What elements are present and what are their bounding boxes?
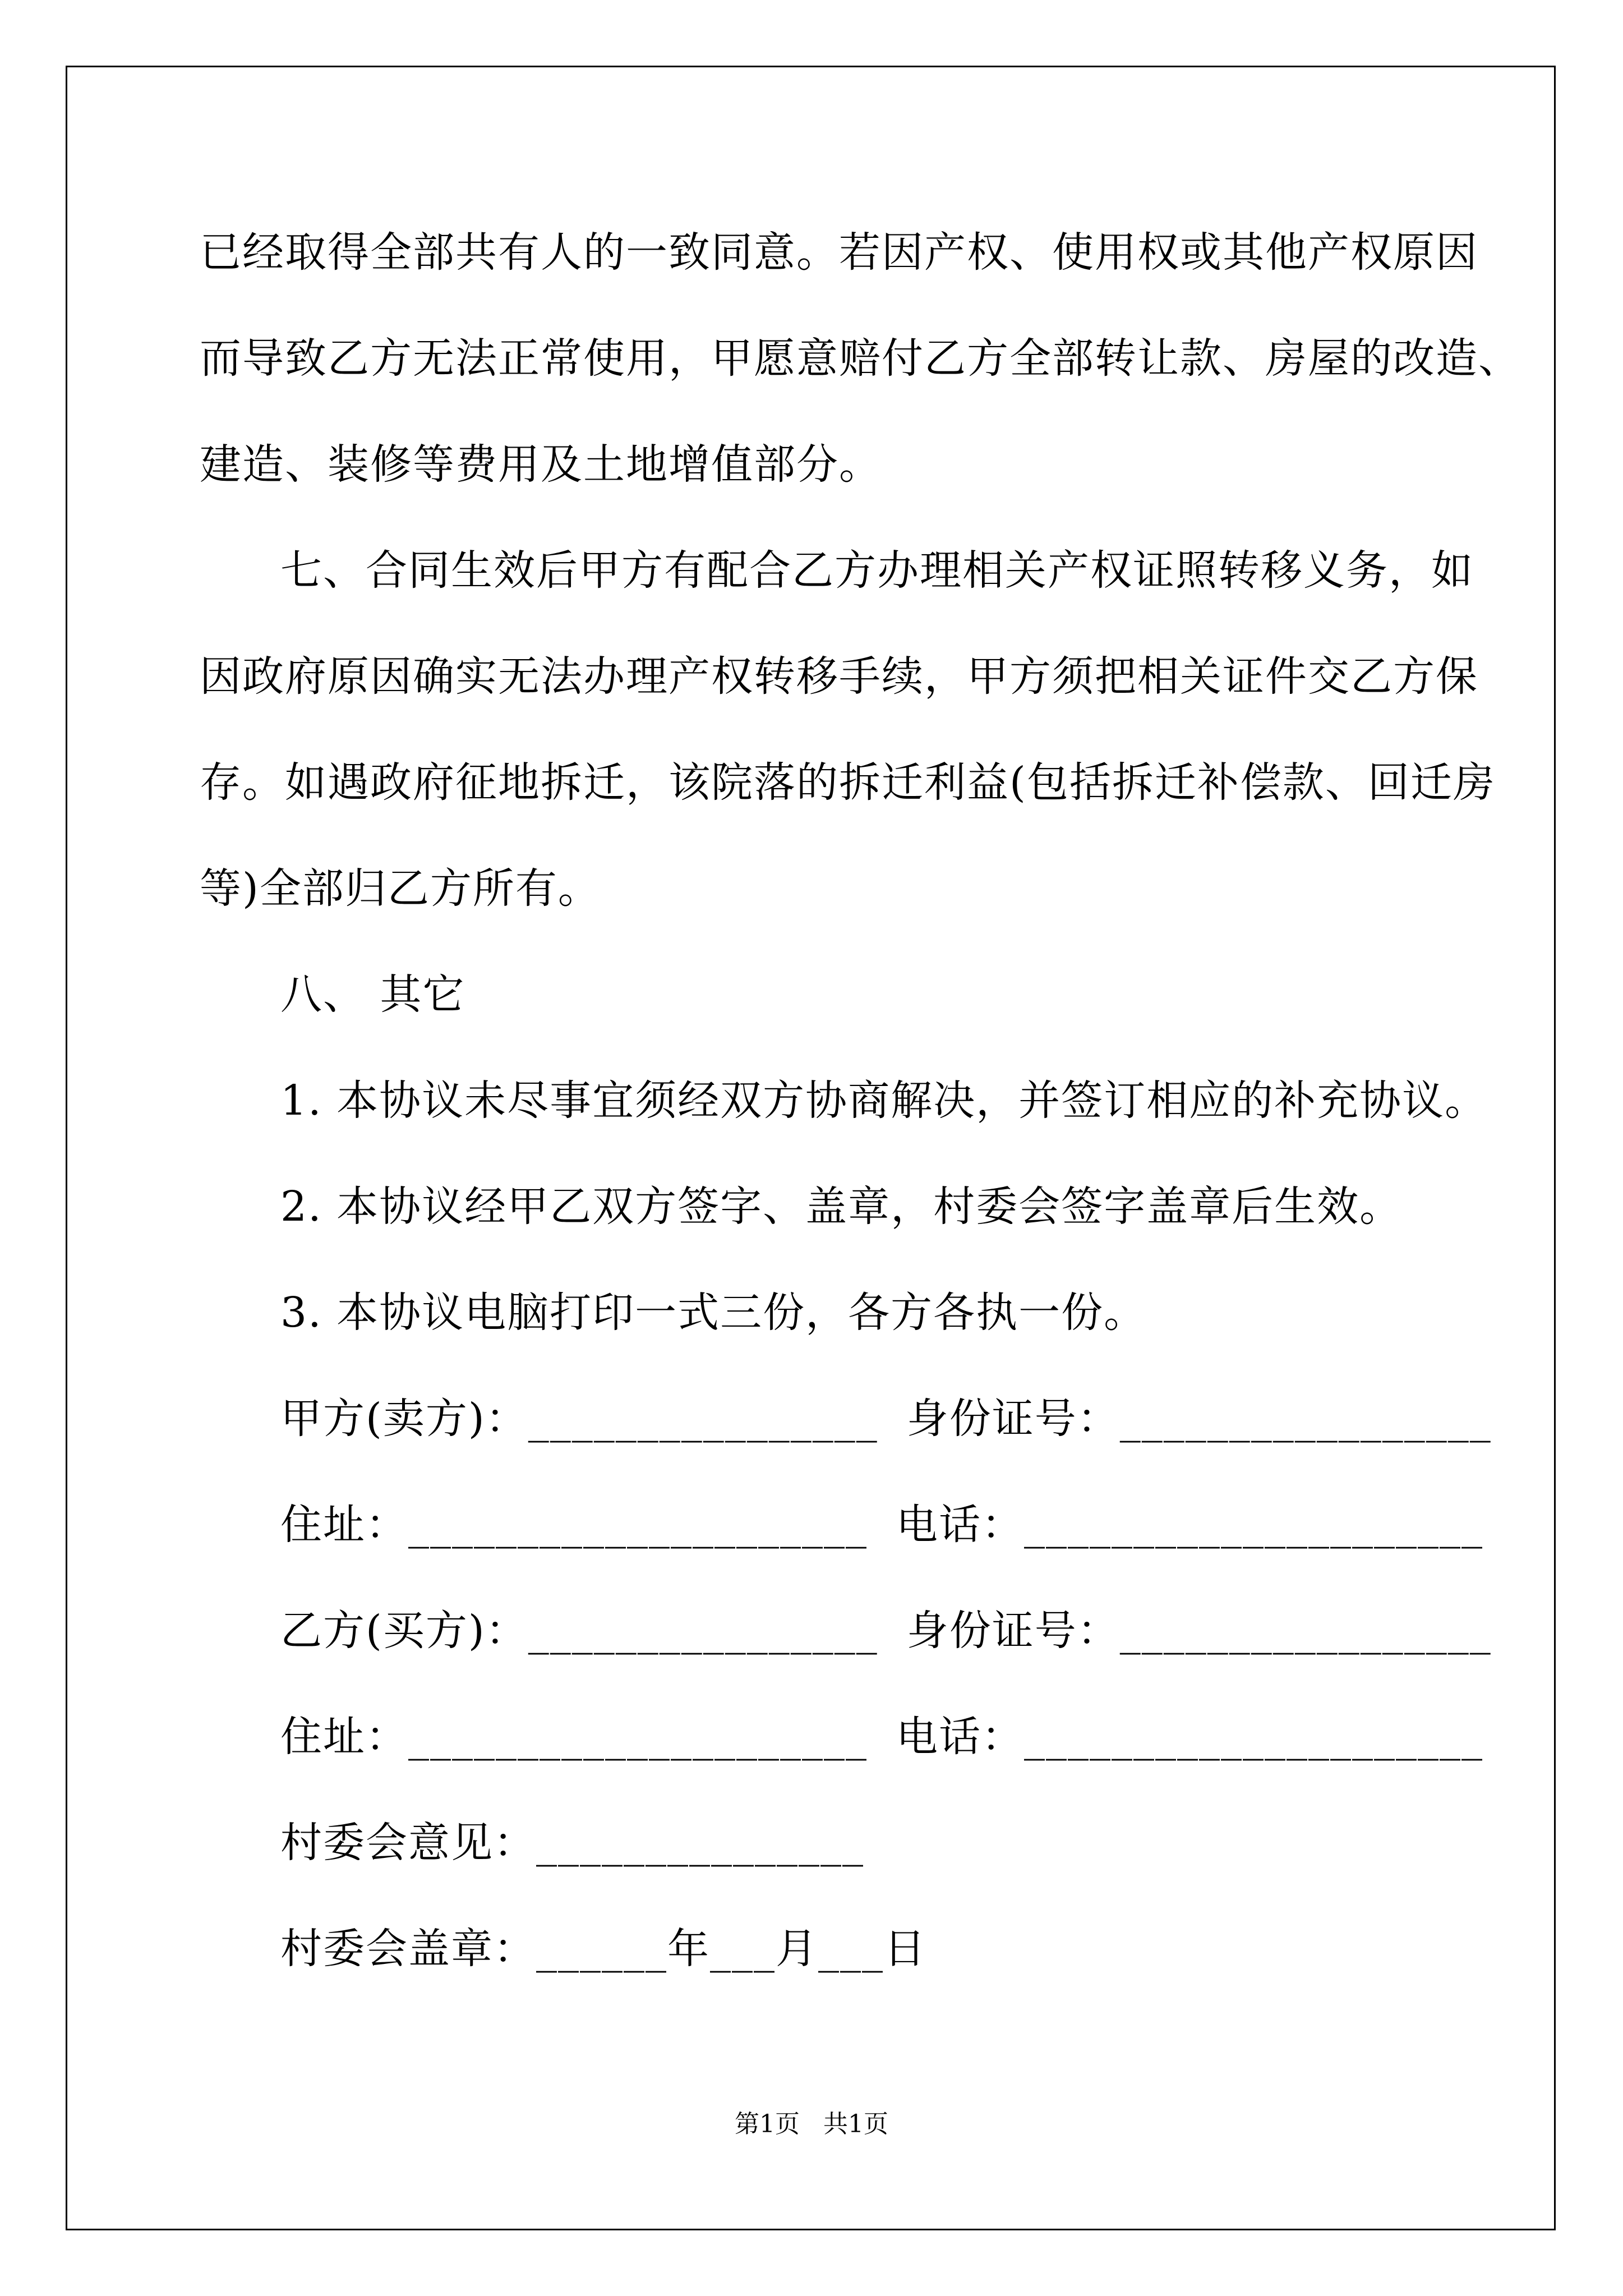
committee-seal-line: 村委会盖章：______年___月___日 (280, 1925, 926, 1973)
list-item: 3. 本协议电脑打印一式三份，各方各执一份。 (280, 1289, 1147, 1337)
text-line: 七、合同生效后甲方有配合乙方办理相关产权证照转移义务，如 (280, 546, 1474, 595)
list-item: 1. 本协议未尽事宜须经双方协商解决，并签订相应的补充协议。 (280, 1076, 1488, 1125)
text-line: 已经取得全部共有人的一致同意。若因产权、使用权或其他产权原因 (200, 228, 1478, 277)
text-line: 存。如遇政府征地拆迁，该院落的拆迁利益(包括拆迁补偿款、回迁房 (200, 758, 1496, 807)
buyer-signature-line: 乙方(买方)：________________ 身份证号：_________________ (280, 1607, 1492, 1655)
page-number: 第1页 共1页 (735, 2110, 888, 2138)
page-border (66, 66, 1556, 2230)
text-line: 而导致乙方无法正常使用，甲愿意赔付乙方全部转让款、房屋的改造、 (200, 334, 1521, 383)
seller-signature-line: 甲方(卖方)：________________ 身份证号：_________________ (280, 1395, 1492, 1443)
section-heading: 八、 其它 (280, 970, 465, 1019)
seller-address-line: 住址：_____________________ 电话：_____________________ (280, 1501, 1484, 1549)
buyer-address-line: 住址：_____________________ 电话：_____________________ (280, 1713, 1484, 1761)
text-line: 建造、装修等费用及土地增值部分。 (200, 440, 882, 489)
list-item: 2. 本协议经甲乙双方签字、盖章，村委会签字盖章后生效。 (280, 1182, 1403, 1231)
text-line: 因政府原因确实无法办理产权转移手续，甲方须把相关证件交乙方保 (200, 652, 1478, 701)
committee-opinion-line: 村委会意见：_______________ (280, 1819, 864, 1867)
text-line: 等)全部归乙方所有。 (200, 864, 601, 913)
